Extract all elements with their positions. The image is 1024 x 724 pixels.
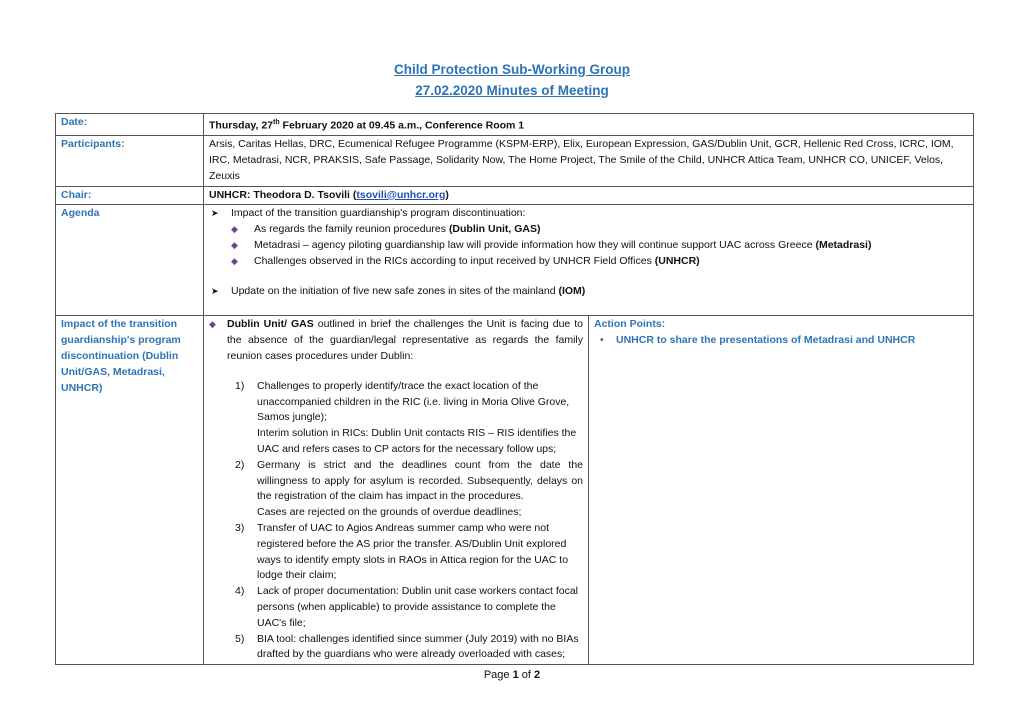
footer-page-word: Page [483,669,513,681]
diamond-bullet-icon: ◆ [231,255,238,266]
challenge-5-number: 5) [235,632,245,645]
diamond-bullet-icon: ◆ [231,240,238,251]
challenge-1 [209,379,583,426]
agenda-row [56,205,974,316]
agenda-label: Agenda [56,205,204,316]
diamond-bullet-icon: ◆ [231,224,238,235]
agenda-subitem-3-owner: (UNHCR) [654,254,700,267]
arrow-bullet-icon: ➤ [211,208,219,219]
arrow-bullet-icon: ➤ [211,285,219,296]
chair-email-link[interactable]: tsovili@unhcr.org [356,188,446,201]
challenge-3 [209,521,583,584]
chair-name: UNHCR: Theodora D. Tsovili ( [209,188,357,201]
impact-label: Impact of the transition guardianship's program discontinuation (Dublin Unit/GAS, Metadrasi, UNHCR) [56,316,204,665]
agenda-item-2-text: Update on the initiation of five new safe zones in sites of the mainland [231,284,559,297]
chair-row [56,186,974,205]
dublin-intro-org: Dublin Unit/ GAS [227,318,314,331]
minutes-table [55,113,974,665]
challenge-2-text: Germany is strict and the deadlines count from the date the willingness to apply for asylum is recorded. Subsequently, delays on the registration of the claim has impact in the procedures. [257,458,583,503]
chair-label: Chair: [56,186,204,205]
agenda-item-1 [209,206,968,222]
challenge-1-solution: Interim solution in RICs: Dublin Unit contacts RIS – RIS identifies the UAC and refers cases to CP actors for the necessary follow ups; [257,427,577,456]
dublin-intro-text: outlined in brief the challenges the Unit is facing due to the absence of the guardian/legal representative as regards the family reunion cases procedures under Dublin: [227,318,583,363]
agenda-subitem-2 [209,238,968,254]
challenge-5-text: BIA tool: challenges identified since summer (July 2019) with no BIAs drafted by the guardians who were already overloaded with cases; [257,632,579,661]
footer-total-pages: 2 [534,669,541,681]
agenda-subitem-2-owner: (Metadrasi) [815,239,872,252]
date-label: Date: [56,114,204,136]
agenda-subitem-3 [209,254,968,270]
challenge-4 [209,584,583,631]
document-subtitle: 27.02.2020 Minutes of Meeting [415,83,609,98]
bullet-dot-icon: • [600,334,604,347]
agenda-subitem-1 [209,222,968,238]
challenge-2-note: Cases are rejected on the grounds of overdue deadlines; [257,506,522,519]
agenda-subitem-2-text: Metadrasi – agency piloting guardianship law will provide information how they will continue support UAC across Greece [254,239,816,252]
challenge-4-text: Lack of proper documentation: Dublin unit case workers contact focal persons (when applicable) to provide assistance to complete the UAC's file; [257,585,579,629]
impact-content [204,316,589,665]
participants-row [56,136,974,186]
challenge-3-number: 3) [235,522,245,535]
document-title: Child Protection Sub-Working Group [394,62,630,77]
agenda-subitem-1-owner: (Dublin Unit, GAS) [448,223,541,236]
chair-close: ) [445,188,449,201]
challenge-5 [209,632,583,664]
action-point-1 [594,333,968,349]
agenda-content [204,205,974,316]
participants-value: Arsis, Caritas Hellas, DRC, Ecumenical Refugee Programme (KSPM-ERP), Elix, European Expression, GAS/Dublin Unit, GCR, Hellenic Red Cross, ICRC, IOM, IRC, Metadrasi, NCR, PRAKSIS, Safe Passage, Solidarity Now, The Home Project, The Smile of the Child, UNHCR Attica Team, UNHCR CO, UNICEF, Velos, Zeuxis [204,136,974,186]
date-suffix: th [273,119,280,126]
agenda-subitem-3-text: Challenges observed in the RICs according to input received by UNHCR Field Offices [254,254,655,267]
date-row [56,114,974,136]
dublin-intro [209,317,583,364]
agenda-subitem-1-text: As regards the family reunion procedures [254,223,449,236]
date-rest: February 2020 at 09.45 a.m., Conference Room 1 [279,119,525,132]
challenge-2 [209,458,583,505]
challenge-3-text: Transfer of UAC to Agios Andreas summer camp who were not registered before the AS prior the transfer. AS/Dublin Unit explored ways to identify empty slots in RAOs in Attica region for the UAC to lodge their claim; [257,522,569,582]
chair-value [204,186,974,205]
agenda-item-2-owner: (IOM) [558,284,586,297]
challenge-4-number: 4) [235,585,245,598]
page-footer [0,668,1024,684]
challenge-1-number: 1) [235,379,245,392]
action-points-cell [589,316,974,665]
action-points-title: Action Points: [594,318,666,331]
impact-row [56,316,974,665]
date-day: Thursday, 27 [209,119,273,132]
agenda-item-2 [209,284,968,300]
footer-current-page: 1 [512,669,519,681]
agenda-item-1-text: Impact of the transition guardianship's program discontinuation: [231,207,526,220]
participants-label: Participants: [56,136,204,186]
challenge-1-text: Challenges to properly identify/trace the exact location of the unaccompanied children in the RIC (i.e. living in Moria Olive Grove, Samos jungle); [257,379,570,424]
footer-of-word: of [518,669,535,681]
action-point-1-text: UNHCR to share the presentations of Metadrasi and UNHCR [616,334,916,347]
challenge-2-number: 2) [235,458,245,471]
date-value [204,114,974,136]
diamond-bullet-icon: ◆ [209,319,216,330]
